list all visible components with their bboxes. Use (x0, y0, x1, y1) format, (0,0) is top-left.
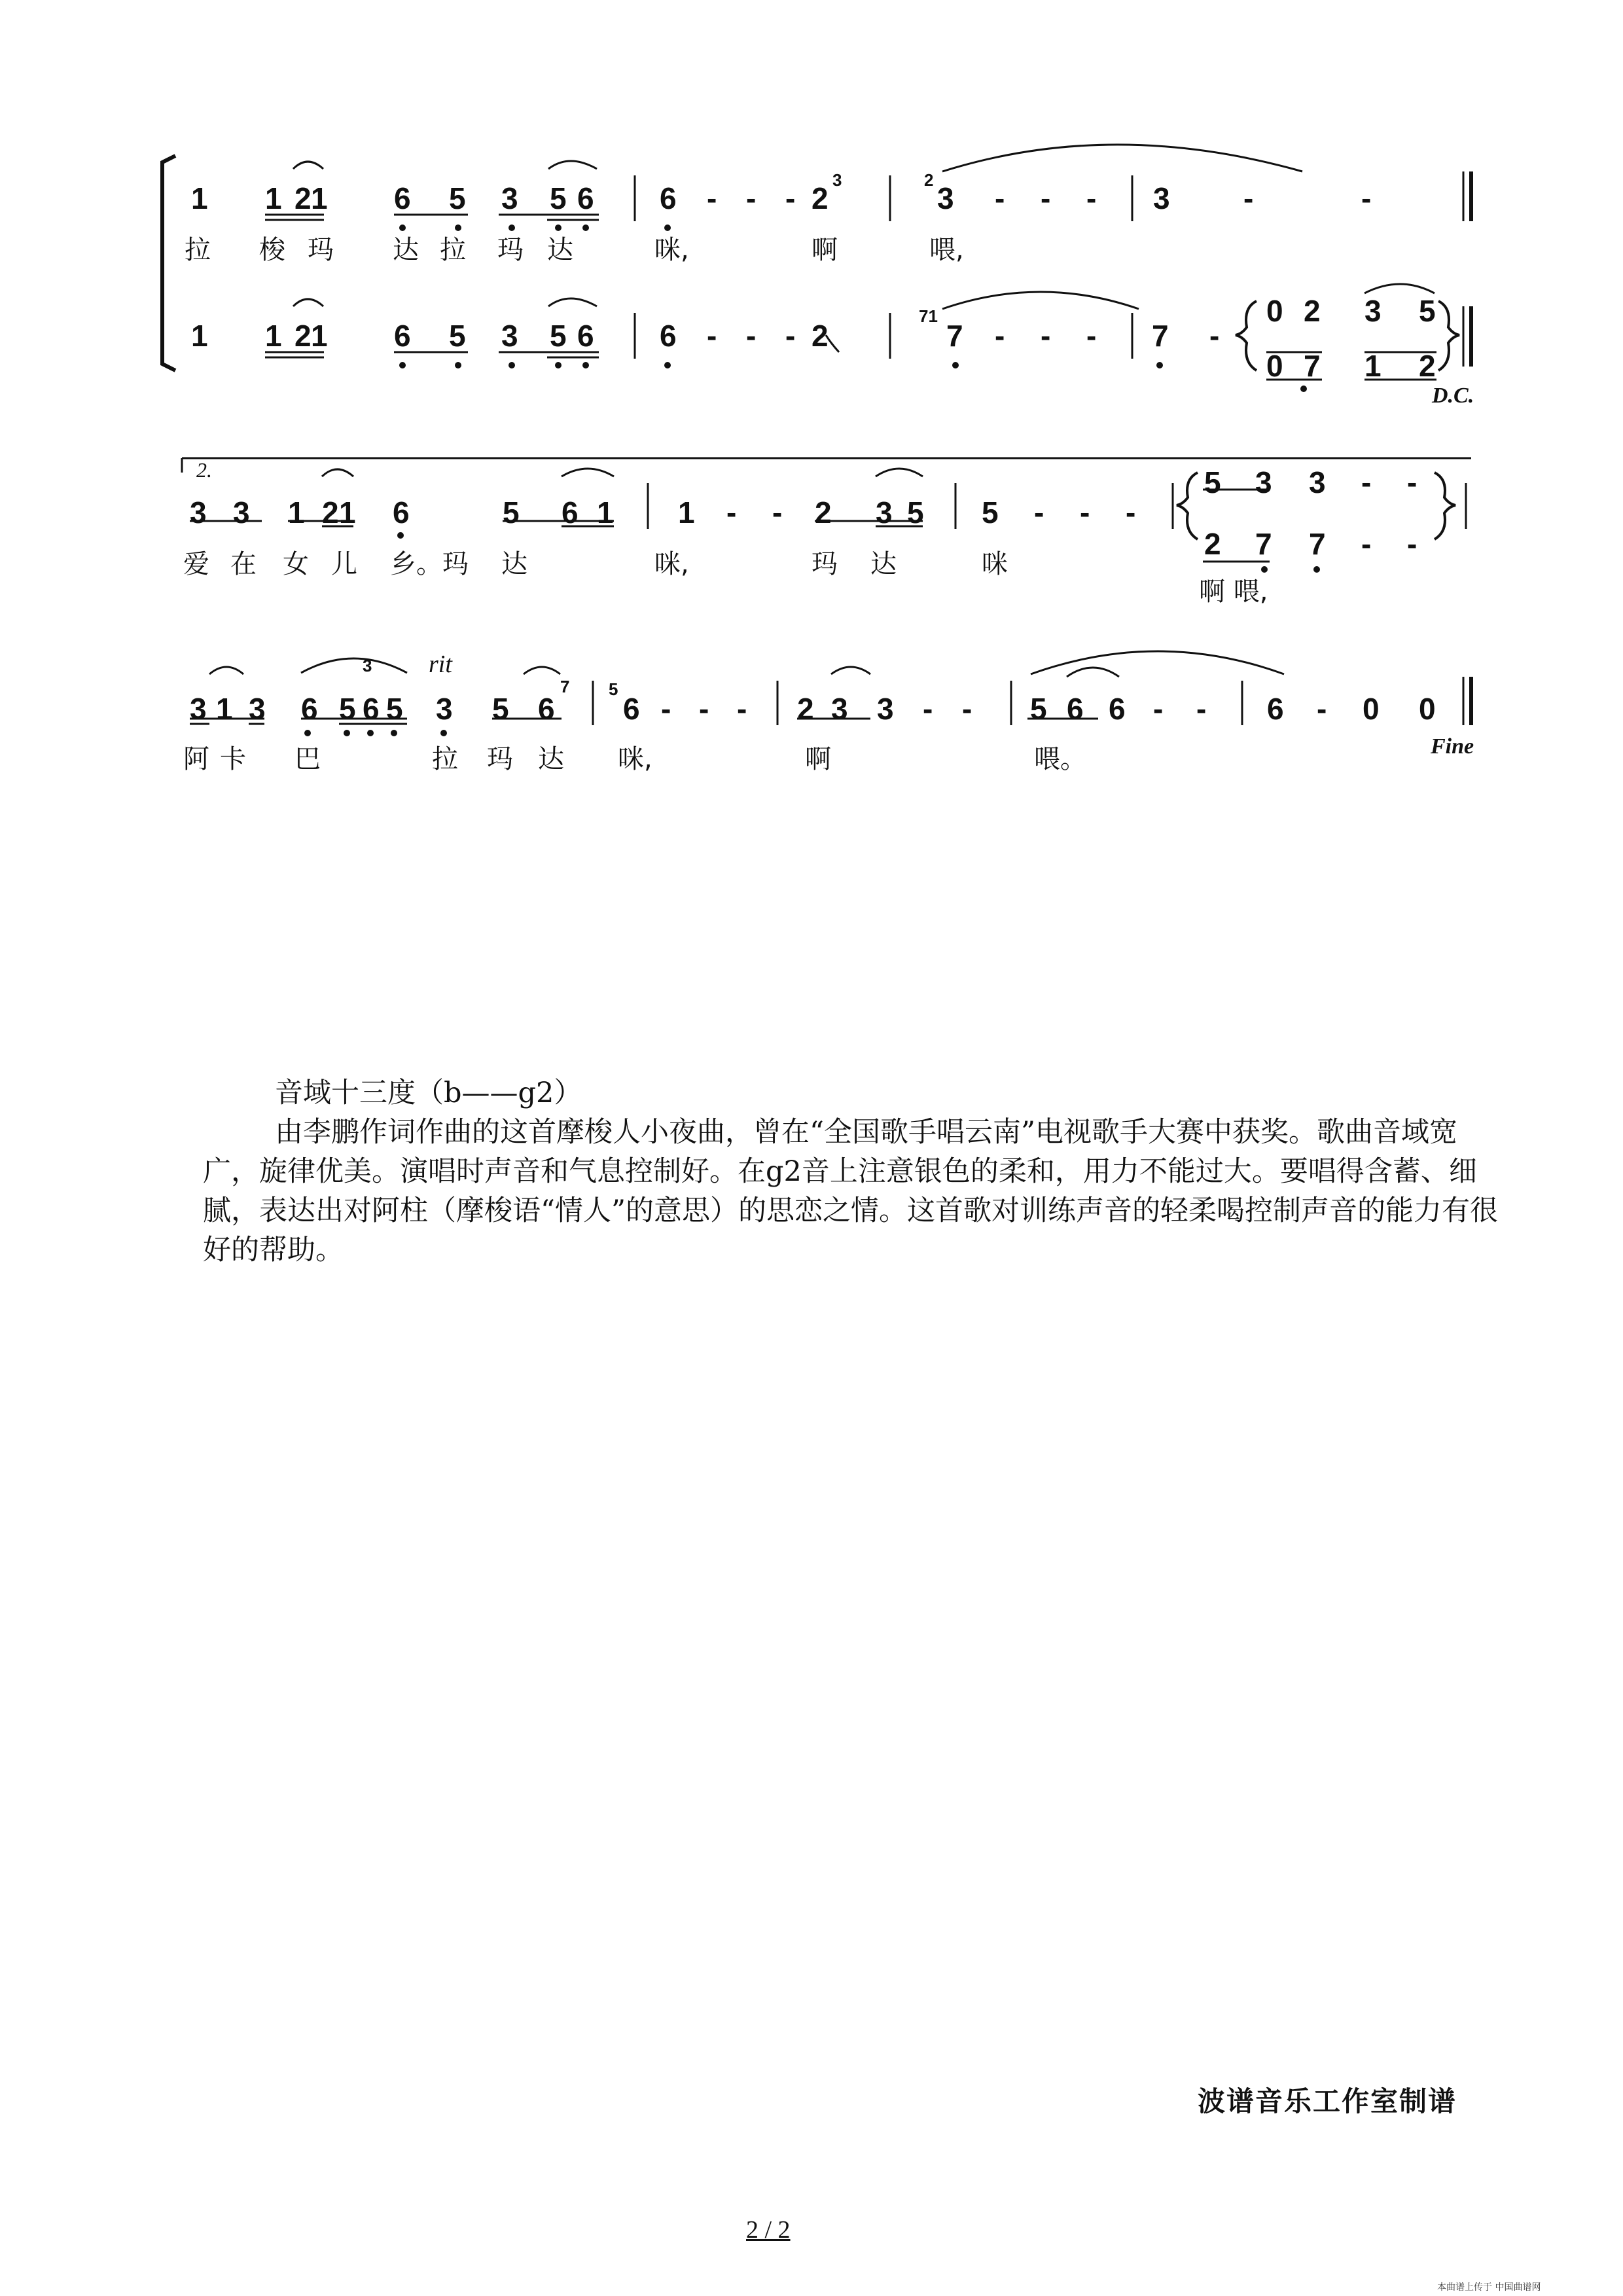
note: 0 (1363, 692, 1380, 726)
note: - (1126, 495, 1136, 529)
lyric: 拉 (185, 235, 211, 265)
notes-body: 由李鹏作词作曲的这首摩梭人小夜曲，曾在“全国歌手唱云南”电视歌手大赛中获奖。歌曲音域宽广，旋律优美。演唱时声音和气息控制好。在g2音上注意银色的柔和，用力不能过大。要唱得含蓄、细腻，表达出对阿柱（摩梭语“情人”的意思）的思恋之情。这首歌对训练声音的轻柔喝控制声音的能力有很好的帮助。 (203, 1116, 1498, 1266)
grace-note: 71 (919, 306, 938, 326)
note: 2 (294, 181, 312, 215)
note: 3 (233, 495, 250, 529)
grace-note: 5 (609, 679, 618, 699)
upload-note: 本曲谱上传于 中国曲谱网 (1437, 2282, 1541, 2293)
lyric-lower: 啊 喂, (1199, 577, 1268, 607)
lyric: 拉 (440, 235, 466, 265)
note: 5 (503, 495, 520, 529)
note: - (1086, 181, 1097, 215)
note: 6 (660, 319, 677, 353)
note: 3 (501, 319, 518, 353)
grace-note: 2 (924, 170, 934, 190)
lyric: 达 (538, 744, 564, 774)
note: 1 (191, 181, 208, 215)
note: - (785, 181, 796, 215)
note: 3 (190, 692, 207, 726)
note: 6 (363, 692, 380, 726)
lyric: 喂, (929, 235, 964, 265)
lyric: 拉 (432, 744, 458, 774)
note: 1 (678, 495, 695, 529)
note: 6 (1267, 692, 1284, 726)
note: 6 (623, 692, 640, 726)
note: - (1407, 527, 1418, 561)
note: 3 (1309, 465, 1326, 499)
lyric: 啊 (812, 235, 838, 265)
fine-marking: Fine (1431, 734, 1474, 759)
lyric: 达 (870, 549, 897, 579)
lyric: 玛 (497, 235, 524, 265)
note: 1 (1364, 349, 1382, 383)
note: 5 (1030, 692, 1047, 726)
note: - (1361, 465, 1372, 499)
note: 6 (301, 692, 318, 726)
note: 1 (311, 181, 328, 215)
note: 1 (216, 692, 233, 726)
note: - (699, 692, 709, 726)
note: - (707, 319, 717, 353)
note: 6 (577, 181, 594, 215)
lyric: 玛 (812, 549, 838, 579)
note: 7 (1255, 527, 1272, 561)
page-number-text: 2 / 2 (746, 2216, 791, 2244)
note: - (707, 181, 717, 215)
note: 2 (797, 692, 814, 726)
volta-2: 2. (196, 458, 212, 482)
lyric: 咪, (618, 744, 652, 774)
lyric: 玛 (487, 744, 513, 774)
note: - (661, 692, 671, 726)
note: - (726, 495, 737, 529)
note: 3 (831, 692, 848, 726)
note: - (1209, 319, 1220, 353)
publisher-credit: 波谱音乐工作室制谱 (1198, 2085, 1457, 2117)
note: 3 (436, 692, 453, 726)
note: 5 (449, 181, 466, 215)
note: - (1153, 692, 1164, 726)
note: 5 (339, 692, 356, 726)
note: 6 (660, 181, 677, 215)
lyric: 卡 (220, 744, 246, 774)
note: 1 (288, 495, 305, 529)
note: 7 (1309, 527, 1326, 561)
performance-notes (203, 1073, 1499, 1270)
note: 7 (1152, 319, 1169, 353)
lyric: 梭 (259, 235, 285, 265)
note: 6 (538, 692, 555, 726)
note: 1 (597, 495, 614, 529)
lyric: 达 (393, 235, 419, 265)
lyric: 儿 (331, 549, 357, 579)
note: 5 (1419, 294, 1436, 328)
note: - (1407, 465, 1418, 499)
note: 6 (1109, 692, 1126, 726)
note: 5 (907, 495, 924, 529)
note: 2 (294, 319, 312, 353)
note: 5 (449, 319, 466, 353)
note: 6 (394, 319, 411, 353)
note: - (1041, 181, 1051, 215)
lyric: 咪, (654, 549, 689, 579)
grace-note: 3 (832, 170, 842, 190)
dc-marking: D.C. (1432, 384, 1474, 408)
note: 3 (1364, 294, 1382, 328)
note: 3 (190, 495, 207, 529)
note: 2 (1419, 349, 1436, 383)
note: 5 (1204, 465, 1221, 499)
note: 2 (812, 181, 829, 215)
note: 3 (877, 692, 894, 726)
note: 5 (982, 495, 999, 529)
note: 0 (1266, 294, 1283, 328)
note: - (923, 692, 933, 726)
note: 7 (946, 319, 963, 353)
note: 1 (265, 181, 282, 215)
note: - (772, 495, 783, 529)
note: - (1361, 181, 1372, 215)
lyric: 女 (283, 549, 309, 579)
note: 5 (550, 181, 567, 215)
note: 6 (394, 181, 411, 215)
lyric: 达 (547, 235, 573, 265)
note: - (1317, 692, 1327, 726)
lyric: 咪, (654, 235, 689, 265)
note: 3 (501, 181, 518, 215)
note: 1 (191, 319, 208, 353)
note: 0 (1266, 349, 1283, 383)
lyric: 乡。玛 (390, 549, 469, 579)
lyric: 爱 (183, 549, 209, 579)
lyric: 玛 (308, 235, 334, 265)
lyric: 达 (501, 549, 527, 579)
lyric: 阿 (183, 744, 209, 774)
triplet-mark: 3 (363, 656, 372, 675)
note: - (995, 319, 1005, 353)
note: 7 (1304, 349, 1321, 383)
note: 2 (1204, 527, 1221, 561)
note: 5 (386, 692, 403, 726)
grace-note: 7 (560, 677, 570, 696)
note: 6 (1067, 692, 1084, 726)
note: - (1034, 495, 1044, 529)
note: - (737, 692, 747, 726)
note: 2 (812, 319, 829, 353)
note: 2 (1304, 294, 1321, 328)
note: - (746, 181, 757, 215)
rit-marking: rit (429, 651, 452, 678)
note: - (1080, 495, 1090, 529)
note: - (1361, 527, 1372, 561)
note: 2 (815, 495, 832, 529)
note: 6 (393, 495, 410, 529)
note: 1 (311, 319, 328, 353)
note: - (1086, 319, 1097, 353)
note: 6 (577, 319, 594, 353)
note: 0 (1419, 692, 1436, 726)
lyric: 巴 (294, 744, 321, 774)
lyric: 啊 (805, 744, 831, 774)
lyric: 在 (230, 549, 257, 579)
note: 5 (492, 692, 509, 726)
note: - (1041, 319, 1051, 353)
lyric: 喂。 (1034, 744, 1086, 774)
note: 3 (1153, 181, 1170, 215)
note: - (785, 319, 796, 353)
page-number (746, 2215, 791, 2244)
note: 1 (339, 495, 356, 529)
note: 5 (550, 319, 567, 353)
lyric: 咪 (982, 549, 1008, 579)
note: - (1196, 692, 1207, 726)
note: 3 (937, 181, 954, 215)
note: - (746, 319, 757, 353)
note: 3 (1255, 465, 1272, 499)
notes-range-line: 音域十三度（b——g2） (275, 1077, 582, 1109)
note: - (1243, 181, 1254, 215)
note: 3 (876, 495, 893, 529)
note: 6 (562, 495, 579, 529)
note: 2 (322, 495, 339, 529)
note: - (962, 692, 972, 726)
note: - (995, 181, 1005, 215)
note: 1 (265, 319, 282, 353)
note: 3 (249, 692, 266, 726)
